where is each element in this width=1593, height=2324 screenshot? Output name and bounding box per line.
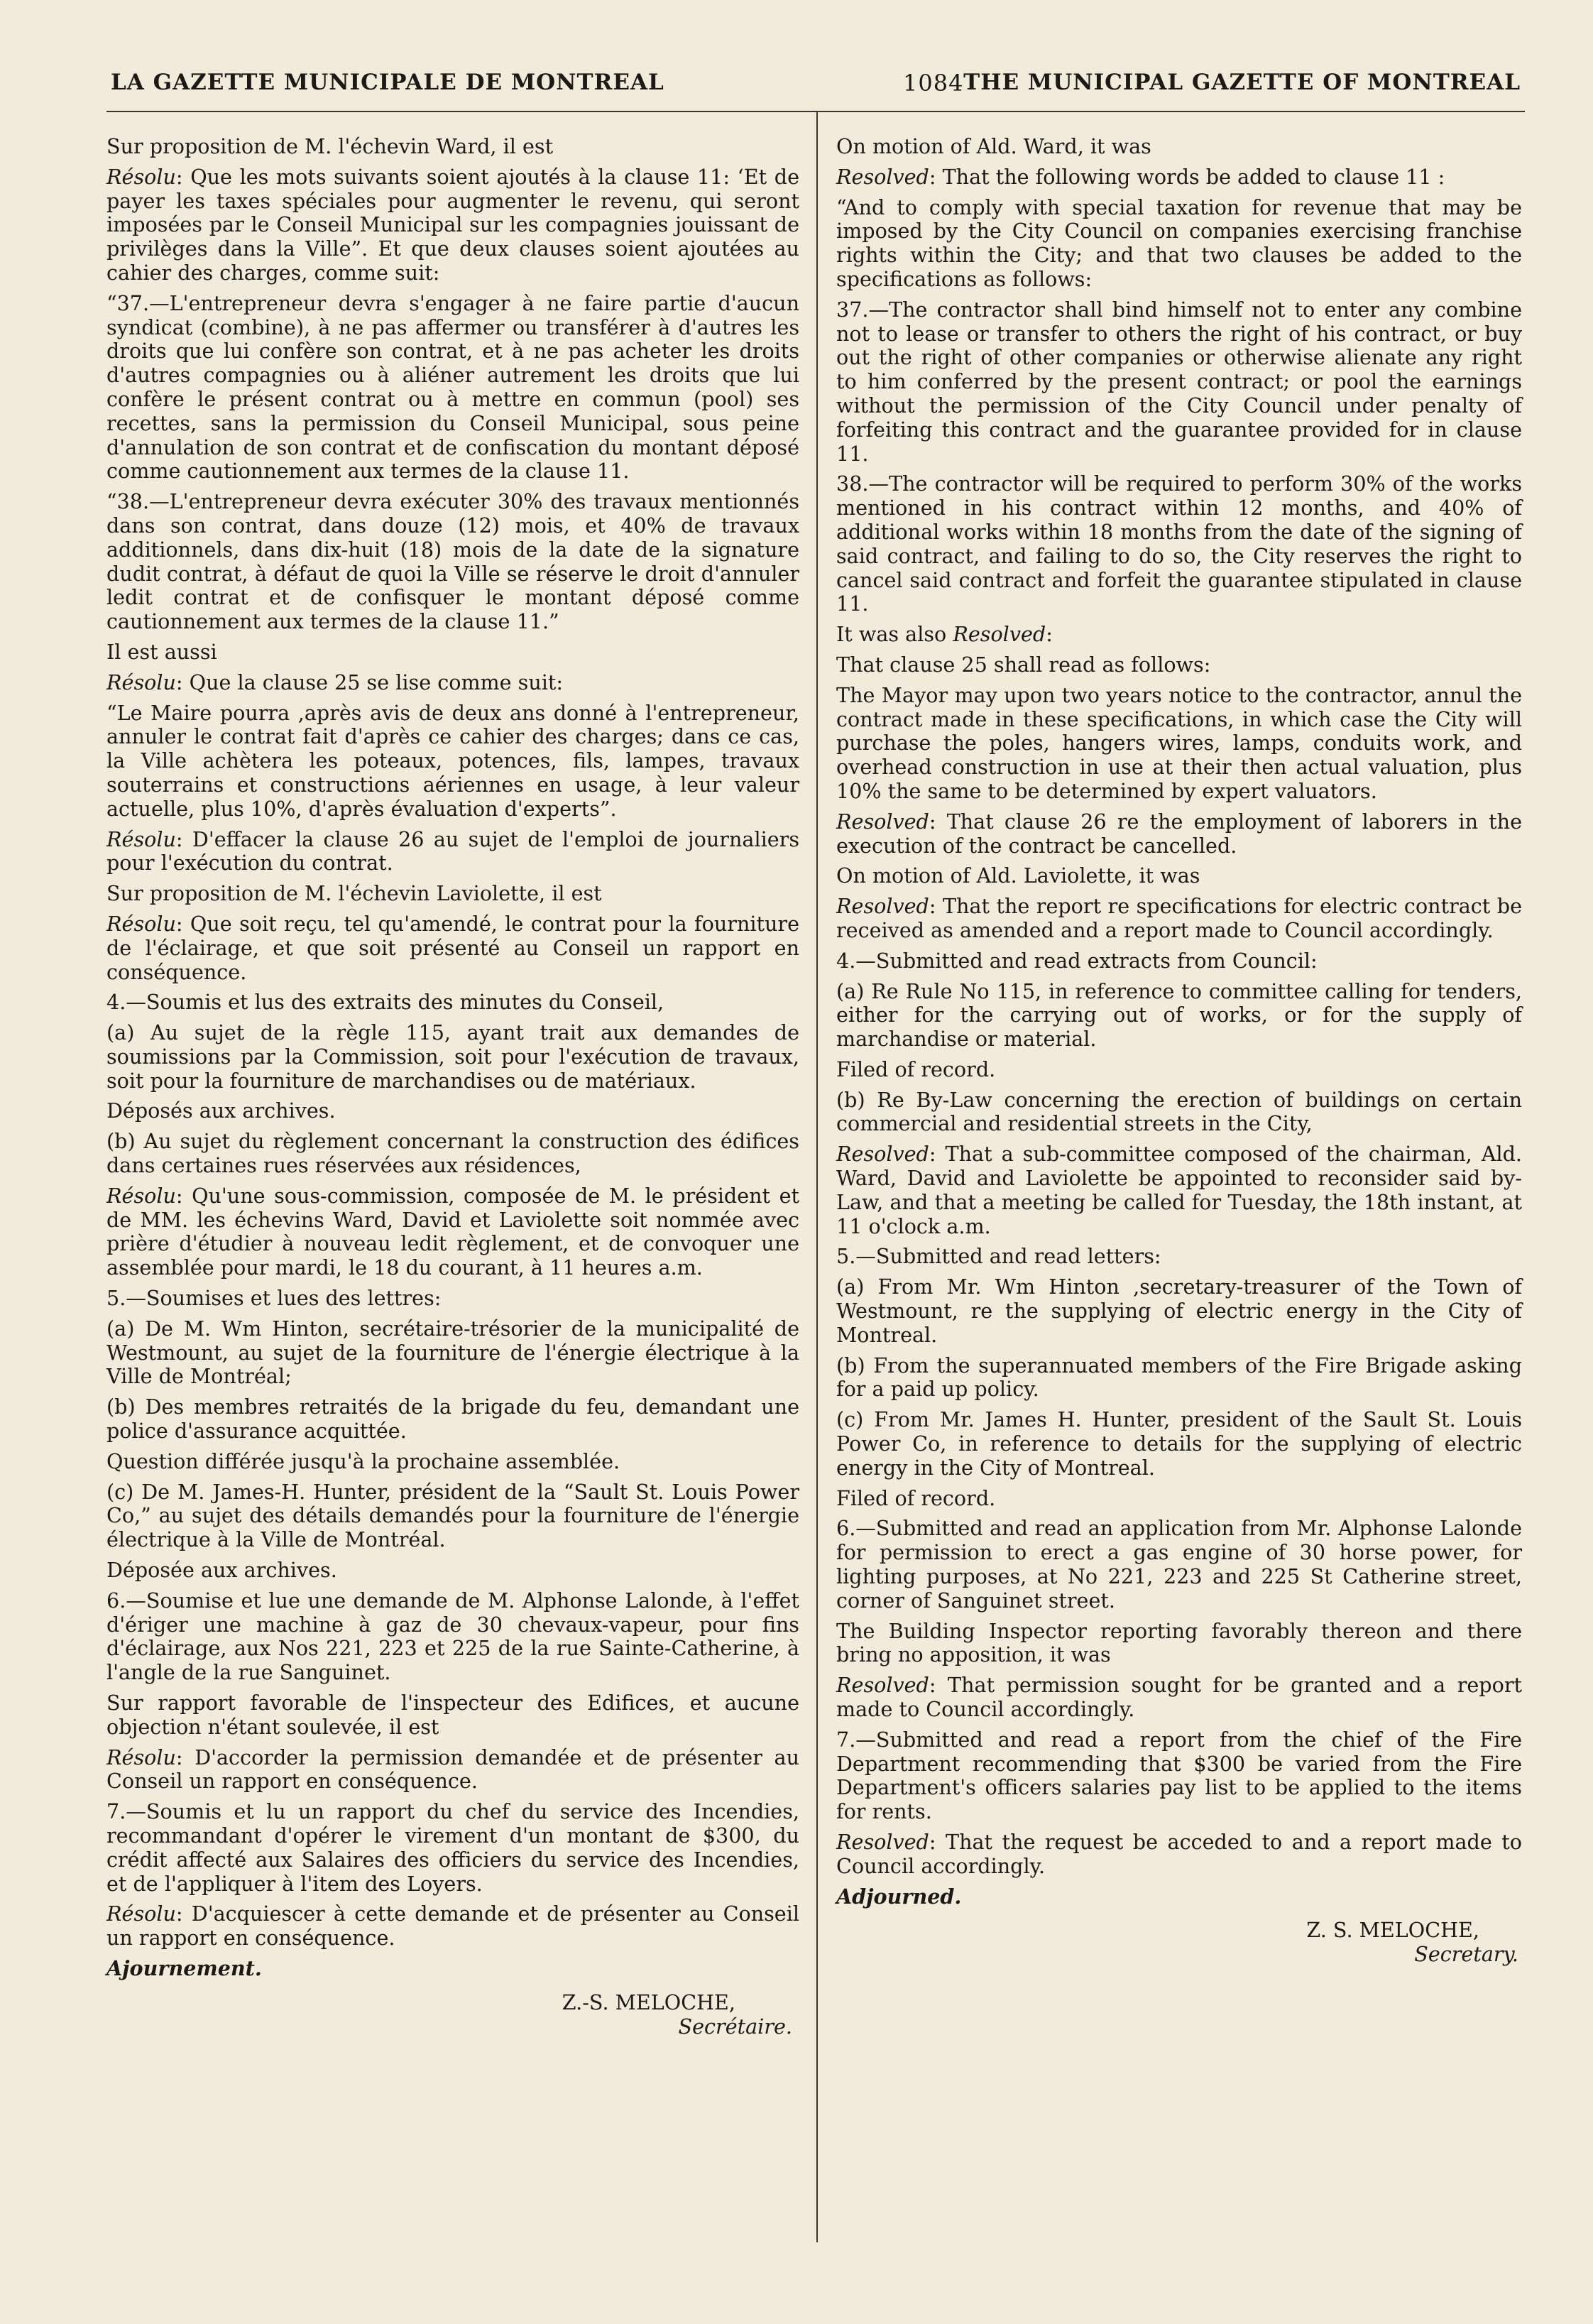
paragraph: Il est aussi <box>106 639 217 664</box>
paragraph: (b) From the superannuated members of the Fire Brigade asking for a paid up policy. <box>836 1353 1522 1402</box>
paragraph: Resolved: That a sub-committee composed of the chairman, Ald. Ward, David and Laviolette be appointed to reconsider said by-Law, and that a meeting be called for Tuesday, the 18th instant, at 11 o'clock a.m. <box>836 1142 1522 1238</box>
paragraph: Filed of record. <box>836 1485 996 1510</box>
paragraph: 4.—Soumis et lus des extraits des minutes du Conseil, <box>106 990 664 1015</box>
paragraph: 5.—Soumises et lues des lettres: <box>106 1286 442 1311</box>
paragraph: (c) De M. James-H. Hunter, président de la “Sault St. Louis Power Co,” au sujet des détails demandés pour la fourniture de l'énergie électrique à la Ville de Montréal. <box>106 1479 799 1552</box>
signature-name: Z. S. MELOCHE, <box>1306 1918 1479 1943</box>
paragraph: (b) Re By-Law concerning the erection of buildings on certain commercial and residential streets in the City, <box>836 1087 1522 1136</box>
paragraph: On motion of Ald. Ward, it was <box>836 134 1151 158</box>
header-french-title: LA GAZETTE MUNICIPALE DE MONTREAL <box>111 70 664 95</box>
paragraph: “Le Maire pourra ,après avis de deux ans donné à l'entrepreneur, annuler le contrat fait d'après ce cahier des charges; dans ce cas, la Ville achètera les poteaux, potences, fils, lampes, travaux souterrains et constructions aériennes en usage, à leur valeur actuelle, plus 10%, d'après évaluation d'experts”. <box>106 700 799 821</box>
paragraph: Résolu: Qu'une sous-commission, composée de M. le président et de MM. les échevins Ward, David et Laviolette soit nommée avec prière d'étudier à nouveau ledit règlement, et de convoquer une assemblée pour mardi, le 18 du courant, à 11 heures a.m. <box>106 1183 799 1280</box>
paragraph: It was also Resolved: <box>836 622 1053 647</box>
signature-name: Z.-S. MELOCHE, <box>562 1990 735 2014</box>
paragraph: Résolu: D'accorder la permission demandée et de présenter au Conseil un rapport en conséquence. <box>106 1745 799 1794</box>
paragraph: The Building Inspector reporting favorably thereon and there bring no apposition, it was <box>836 1618 1522 1667</box>
page-header <box>106 70 1525 105</box>
paragraph: Resolved: That the following words be added to clause 11 : <box>836 164 1445 189</box>
paragraph: 7.—Soumis et lu un rapport du chef du service des Incendies, recommandant d'opérer le virement d'un montant de $300, du crédit affecté aux Salaires des officiers du service des Incendies, et de l'appliquer à l'item des Loyers. <box>106 1799 799 1896</box>
paragraph: That clause 25 shall read as follows: <box>836 652 1211 677</box>
paragraph: On motion of Ald. Laviolette, it was <box>836 863 1200 888</box>
paragraph: Resolved: That permission sought for be granted and a report made to Council accordingly. <box>836 1673 1522 1722</box>
paragraph: Résolu: Que les mots suivants soient ajoutés à la clause 11: ‘Et de payer les taxes spéciales pour augmenter le revenu, qui seront imposées par le Conseil Municipal sur les compagnies jouissant de privilèges dans la Ville”. Et que deux clauses soient ajoutées au cahier des charges, comme suit: <box>106 164 799 285</box>
paragraph: Question différée jusqu'à la prochaine assemblée. <box>106 1449 620 1473</box>
paragraph: “And to comply with special taxation for revenue that may be imposed by the City Council on companies exercising franchise rights within the City; and that two clauses be added to the specifications as follows: <box>836 195 1522 291</box>
paragraph: Sur proposition de M. l'échevin Ward, il est <box>106 134 554 158</box>
column-divider <box>816 112 818 2242</box>
paragraph: Sur rapport favorable de l'inspecteur des Edifices, et aucune objection n'étant soulevée, il est <box>106 1691 799 1739</box>
page-number: 1084 <box>903 70 964 97</box>
paragraph: (a) Re Rule No 115, in reference to committee calling for tenders, either for the carrying out of works, or for the supply of marchandise or material. <box>836 978 1522 1052</box>
paragraph: Déposée aux archives. <box>106 1558 337 1583</box>
paragraph: Résolu: Que la clause 25 se lise comme suit: <box>106 670 564 694</box>
paragraph: (c) From Mr. James H. Hunter, president of the Sault St. Louis Power Co, in reference to details for the supplying of electric energy in the City of Montreal. <box>836 1407 1522 1480</box>
paragraph: (a) Au sujet de la règle 115, ayant trait aux demandes de soumissions par la Commission, soit pour l'exécution de travaux, soit pour la fourniture de marchandises ou de matériaux. <box>106 1020 799 1093</box>
paragraph: “38.—L'entrepreneur devra exécuter 30% des travaux mentionnés dans son contrat, dans douze (12) mois, et 40% de travaux additionnels, dans dix-huit (18) mois de la date de la signature dudit contrat, à défaut de quoi la Ville se réserve le droit d'annuler ledit contrat et de confisquer le montant déposé comme cautionnement aux termes de la clause 11.” <box>106 489 799 634</box>
paragraph: 37.—The contractor shall bind himself not to enter any combine not to lease or transfer to others the right of his contract, or buy out the right of other companies or otherwise alienate any right to him conferred by the present contract; or pool the earnings without the permission of the City Council under penalty of forfeiting this contract and the guarantee provided for in clause 11. <box>836 297 1522 466</box>
english-column <box>836 135 1522 1967</box>
signature-role: Secretary. <box>1414 1942 1518 1967</box>
paragraph: (b) Des membres retraités de la brigade du feu, demandant une police d'assurance acquittée. <box>106 1395 799 1444</box>
paragraph: “37.—L'entrepreneur devra s'engager à ne faire partie d'aucun syndicat (combine), à ne pas affermer ou transférer à d'autres les droits que lui confère son contrat, et à ne pas acheter les droits d'autres compagnies ou à aliéner autrement les droits que lui confère le présent contrat ou à mettre en commun (pool) ses recettes, sans la permission du Conseil Municipal, sous peine d'annulation de son contrat et de confiscation du montant déposé comme cautionnement aux termes de la clause 11. <box>106 290 799 484</box>
adjournment: Adjourned. <box>836 1884 962 1909</box>
header-rule <box>106 111 1525 112</box>
paragraph: Sur proposition de M. l'échevin Laviolette, il est <box>106 881 602 906</box>
paragraph: (b) Au sujet du règlement concernant la construction des édifices dans certaines rues réservées aux résidences, <box>106 1129 799 1178</box>
paragraph: (a) From Mr. Wm Hinton ,secretary-treasurer of the Town of Westmount, re the supplying of electric energy in the City of Montreal. <box>836 1275 1522 1347</box>
paragraph: 38.—The contractor will be required to perform 30% of the works mentioned in his contract within 12 months, and 40% of additional works within 18 months from the date of the signing of said contract, and failing to do so, the City reserves the right to cancel said contract and forfeit the guarantee stipulated in clause 11. <box>836 471 1522 616</box>
paragraph: Resolved: That clause 26 re the employment of laborers in the execution of the contract be cancelled. <box>836 809 1522 858</box>
paragraph: 4.—Submitted and read extracts from Council: <box>836 948 1318 973</box>
paragraph: Résolu: D'acquiescer à cette demande et de présenter au Conseil un rapport en conséquence. <box>106 1902 799 1951</box>
paragraph: Resolved: That the request be acceded to and a report made to Council accordingly. <box>836 1830 1522 1878</box>
paragraph: Déposés aux archives. <box>106 1098 336 1123</box>
paragraph: 7.—Submitted and read a report from the chief of the Fire Department recommending that $300 be varied from the Fire Department's officers salaries pay list to be applied to the items for rents. <box>836 1727 1522 1824</box>
paragraph: 6.—Submitted and read an application from Mr. Alphonse Lalonde for permission to erect a gas engine of 30 horse power, for lighting purposes, at No 221, 223 and 225 St Catherine street, corner of Sanguinet street. <box>836 1516 1522 1613</box>
paragraph: Resolved: That the report re specifications for electric contract be received as amended and a report made to Council accordingly. <box>836 894 1522 942</box>
french-column <box>106 135 799 2039</box>
adjournment: Ajournement. <box>106 1955 262 1980</box>
paragraph: (a) De M. Wm Hinton, secrétaire-trésorier de la municipalité de Westmount, au sujet de la fourniture de l'énergie électrique à la Ville de Montréal; <box>106 1316 799 1389</box>
paragraph: The Mayor may upon two years notice to the contractor, annul the contract made in these specifications, in which case the City will purchase the poles, hangers wires, lamps, conduits work, and overhead construction in use at their then actual valuation, plus 10% the same to be determined by expert valuators. <box>836 682 1522 803</box>
paragraph: Résolu: D'effacer la clause 26 au sujet de l'emploi de journaliers pour l'exécution du contrat. <box>106 827 799 875</box>
paragraph: 6.—Soumise et lue une demande de M. Alphonse Lalonde, à l'effet d'ériger une machine à gaz de 30 chevaux-vapeur, pour fins d'éclairage, aux Nos 221, 223 et 225 de la rue Sainte-Catherine, à l'angle de la rue Sanguinet. <box>106 1588 799 1685</box>
header-english-title: THE MUNICIPAL GAZETTE OF MONTREAL <box>963 70 1521 95</box>
paragraph: Filed of record. <box>836 1057 996 1081</box>
paragraph: 5.—Submitted and read letters: <box>836 1244 1161 1269</box>
signature-role: Secrétaire. <box>678 2014 792 2039</box>
paragraph: Résolu: Que soit reçu, tel qu'amendé, le contrat pour la fourniture de l'éclairage, et que soit présenté au Conseil un rapport en conséquence. <box>106 911 799 984</box>
